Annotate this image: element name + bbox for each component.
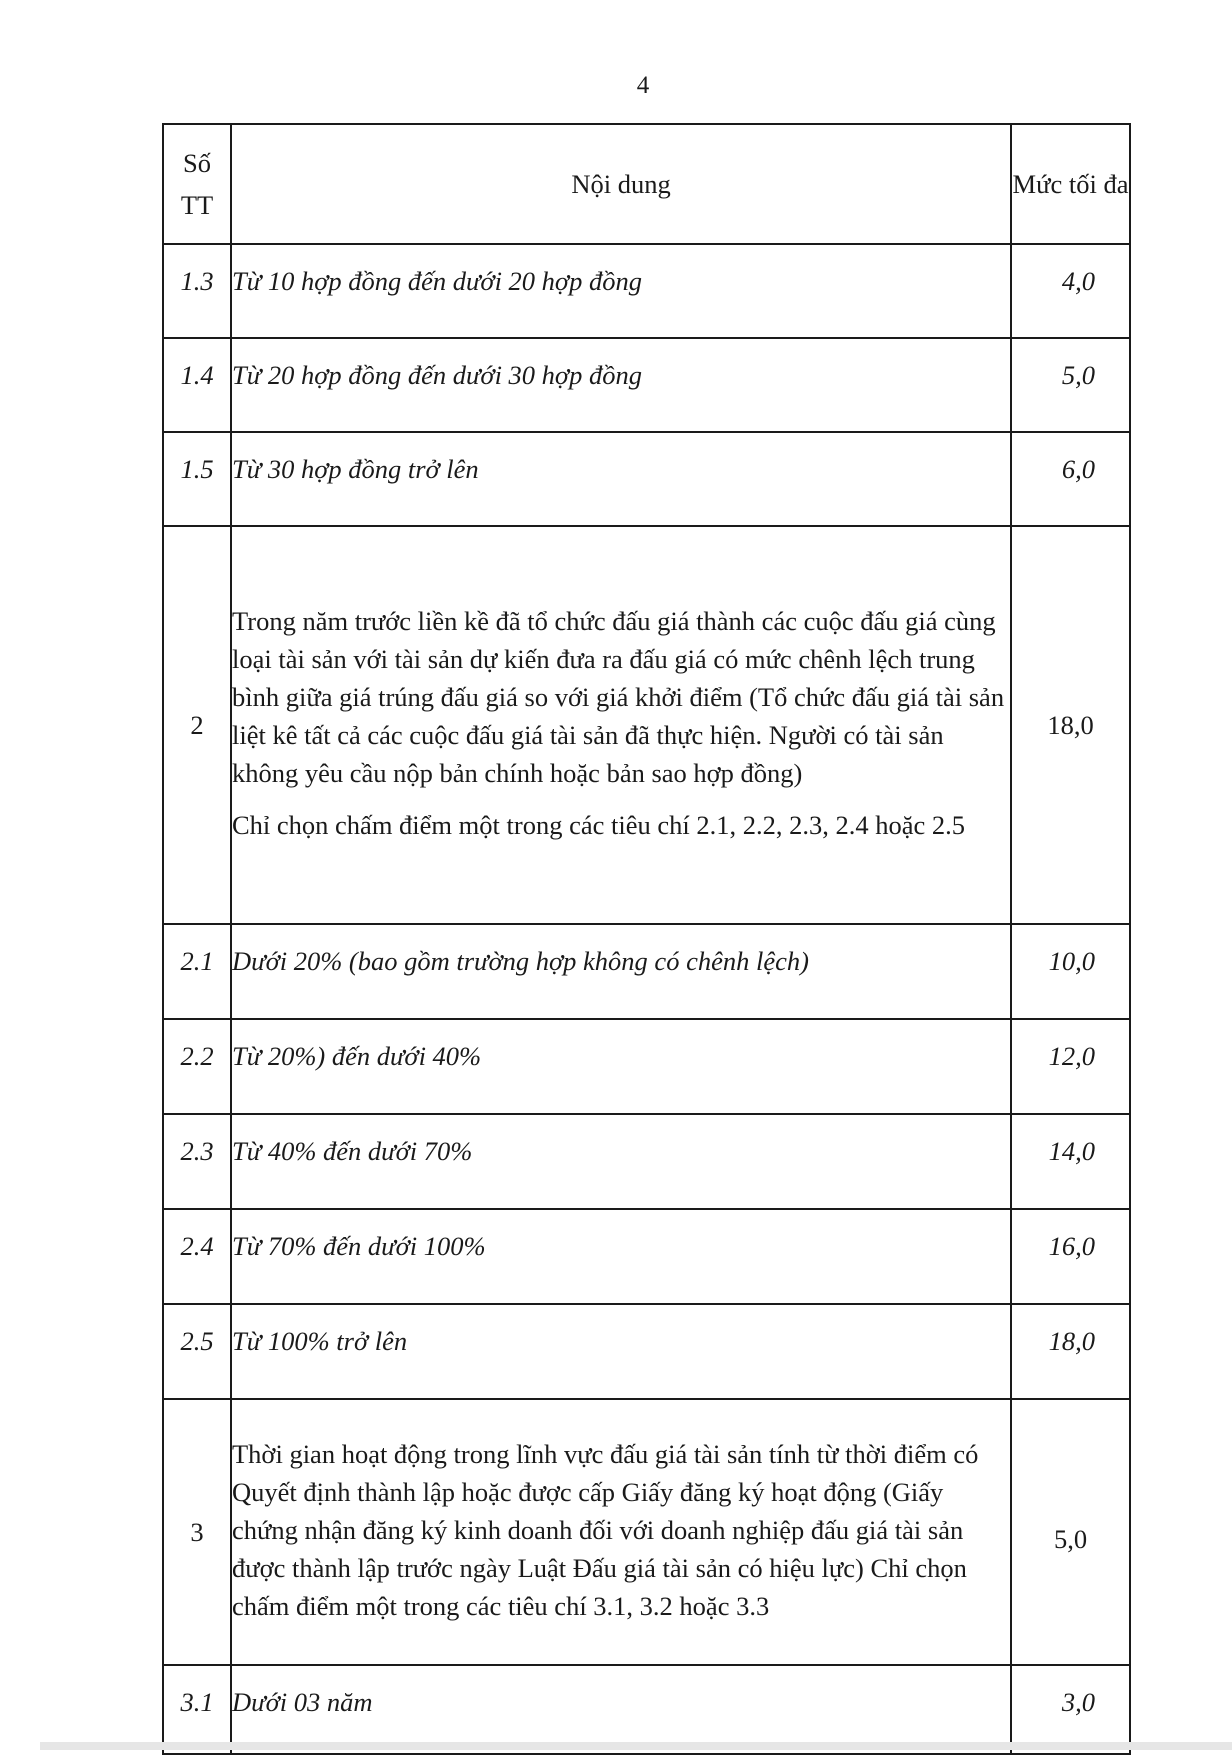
row-stt: 1.5 bbox=[163, 432, 231, 526]
table-row bbox=[163, 1399, 1130, 1665]
row-stt: 2.2 bbox=[163, 1019, 231, 1114]
row-max: 16,0 bbox=[1011, 1209, 1130, 1304]
header-stt: Số TT bbox=[163, 124, 231, 244]
row-max: 3,0 bbox=[1011, 1665, 1130, 1754]
row-stt: 2.1 bbox=[163, 924, 231, 1019]
table-row bbox=[163, 1114, 1130, 1209]
header-max: Mức tối đa bbox=[1011, 124, 1130, 244]
page-number: 4 bbox=[636, 72, 650, 99]
row-content: Từ 40% đến dưới 70% bbox=[231, 1114, 1011, 1209]
row-max: 10,0 bbox=[1011, 924, 1130, 1019]
row-stt: 2 bbox=[163, 526, 231, 924]
row-stt: 2.3 bbox=[163, 1114, 231, 1209]
header-content: Nội dung bbox=[231, 124, 1011, 244]
row-content: Dưới 20% (bao gồm trường hợp không có chênh lệch) bbox=[231, 924, 1011, 1019]
row-max: 12,0 bbox=[1011, 1019, 1130, 1114]
row-content: Từ 70% đến dưới 100% bbox=[231, 1209, 1011, 1304]
row-stt: 3.1 bbox=[163, 1665, 231, 1754]
row-stt: 1.3 bbox=[163, 244, 231, 338]
row-content: Từ 20 hợp đồng đến dưới 30 hợp đồng bbox=[231, 338, 1011, 432]
row-content: Từ 10 hợp đồng đến dưới 20 hợp đồng bbox=[231, 244, 1011, 338]
row-stt: 2.5 bbox=[163, 1304, 231, 1399]
row-content-cell bbox=[231, 526, 1011, 924]
row-content: Từ 100% trở lên bbox=[231, 1304, 1011, 1399]
table-row bbox=[163, 1665, 1130, 1754]
row-max: 4,0 bbox=[1011, 244, 1130, 338]
table-row bbox=[163, 526, 1130, 924]
row-stt: 3 bbox=[163, 1399, 231, 1665]
row-stt: 1.4 bbox=[163, 338, 231, 432]
row-note: Chỉ chọn chấm điểm một trong các tiêu chí 2.1, 2.2, 2.3, 2.4 hoặc 2.5 bbox=[232, 810, 966, 840]
criteria-table bbox=[162, 123, 1131, 1755]
row-max: 5,0 bbox=[1011, 1399, 1130, 1665]
row-content: Dưới 03 năm bbox=[231, 1665, 1011, 1754]
table-row bbox=[163, 1209, 1130, 1304]
table-row bbox=[163, 338, 1130, 432]
table-row bbox=[163, 1019, 1130, 1114]
row-max: 18,0 bbox=[1011, 1304, 1130, 1399]
row-max: 14,0 bbox=[1011, 1114, 1130, 1209]
row-max: 18,0 bbox=[1011, 526, 1130, 924]
row-max: 5,0 bbox=[1011, 338, 1130, 432]
scan-edge-bar bbox=[40, 1742, 1232, 1750]
row-max: 6,0 bbox=[1011, 432, 1130, 526]
row-content: Từ 20%) đến dưới 40% bbox=[231, 1019, 1011, 1114]
table-header-row bbox=[163, 124, 1130, 244]
table-row bbox=[163, 1304, 1130, 1399]
row-content: Trong năm trước liền kề đã tổ chức đấu giá thành các cuộc đấu giá cùng loại tài sản với tài sản dự kiến đưa ra đấu giá có mức chênh lệch trung bình giữa giá trúng đấu giá so với giá khởi điểm (Tổ chức đấu giá tài sản liệt kê tất cả các cuộc đấu giá tài sản đã thực hiện. Người có tài sản không yêu cầu nộp bản chính hoặc bản sao hợp đồng) bbox=[232, 606, 1005, 788]
table-row bbox=[163, 244, 1130, 338]
row-content: Từ 30 hợp đồng trở lên bbox=[231, 432, 1011, 526]
table-row bbox=[163, 924, 1130, 1019]
row-content: Thời gian hoạt động trong lĩnh vực đấu giá tài sản tính từ thời điểm có Quyết định thành lập hoặc được cấp Giấy đăng ký hoạt động (Giấy chứng nhận đăng ký kinh doanh đối với doanh nghiệp đấu giá tài sản được thành lập trước ngày Luật Đấu giá tài sản có hiệu lực) Chỉ chọn chấm điểm một trong các tiêu chí 3.1, 3.2 hoặc 3.3 bbox=[231, 1399, 1011, 1665]
table-row bbox=[163, 432, 1130, 526]
row-stt: 2.4 bbox=[163, 1209, 231, 1304]
